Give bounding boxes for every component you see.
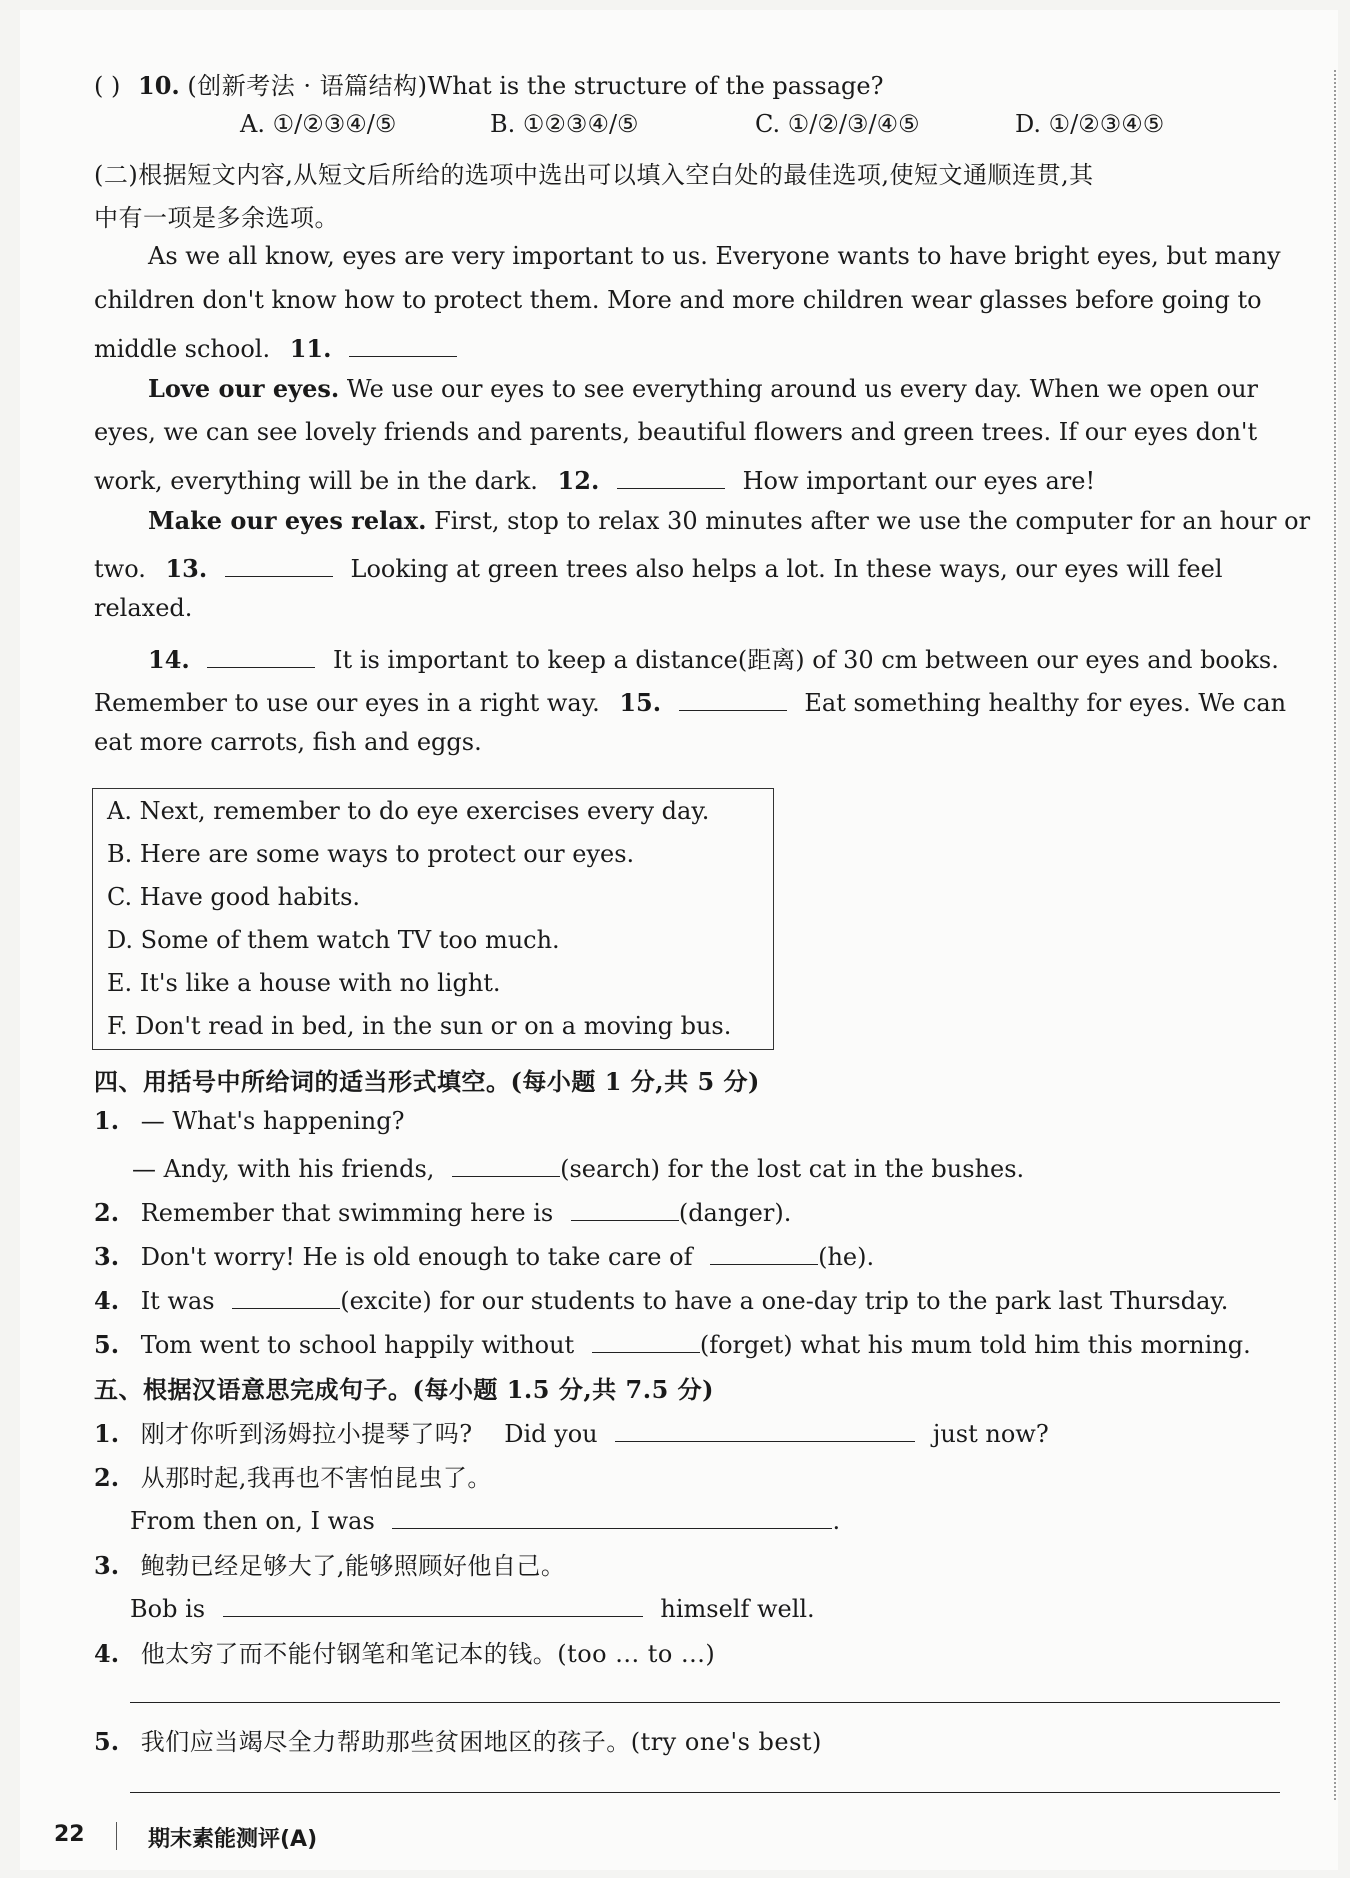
s5-q3-en: Bob is himself well. [130, 1590, 815, 1623]
p2-heading: Love our eyes. [148, 374, 340, 403]
footer-divider [116, 1822, 117, 1850]
passage-p3-line3: relaxed. [94, 594, 193, 622]
passage-p2-line3: work, everything will be in the dark. 12. How important our eyes are! [94, 462, 1095, 495]
q10-option-b: B. ①②③④/⑤ [490, 110, 639, 138]
s4-q1-blank[interactable] [452, 1150, 560, 1177]
blank-13[interactable] [225, 550, 333, 577]
blank-13-number: 13. [165, 554, 208, 583]
q10-option-a: A. ①/②③④/⑤ [240, 110, 397, 138]
blank-15-number: 15. [619, 688, 662, 717]
blank-11-number: 11. [289, 334, 332, 363]
footer-title: 期末素能测评(A) [148, 1827, 318, 1852]
passage-p3-line1: Make our eyes relax. First, stop to relax 30 minutes after we use the computer for an hour or [148, 506, 1311, 535]
blank-14-number: 14. [148, 645, 190, 674]
passage-p1-line3: middle school. 11. [94, 330, 457, 363]
passage-p3-line2: two. 13. Looking at green trees also helps a lot. In these ways, our eyes will feel [94, 550, 1223, 583]
q10-answer-paren[interactable]: ( ) [94, 72, 121, 100]
s4-q5: 5. Tom went to school happily without (forget) what his mum told him this morning. [94, 1326, 1251, 1359]
passage-p2-line2: eyes, we can see lovely friends and parents, beautiful flowers and green trees. If our eyes don't [94, 418, 1258, 446]
s5-q4-cn: 4. 他太穷了而不能付钢笔和笔记本的钱。(too ... to ...) [94, 1639, 716, 1668]
blank-14[interactable] [207, 641, 315, 668]
s5-q2-blank[interactable] [392, 1502, 832, 1529]
blank-12[interactable] [617, 462, 725, 489]
q10-option-c: C. ①/②/③/④⑤ [755, 110, 920, 138]
section4-title: 四、用括号中所给词的适当形式填空。(每小题 1 分,共 5 分) [94, 1067, 760, 1096]
s4-q1-line2: — Andy, with his friends, (search) for the lost cat in the bushes. [132, 1150, 1024, 1183]
q10-number: 10. [138, 71, 180, 100]
q10-tag: (创新考法 · 语篇结构) [187, 72, 428, 100]
s4-q3-blank[interactable] [710, 1238, 818, 1265]
choice-e: E. It's like a house with no light. [107, 969, 501, 997]
page-number: 22 [54, 1822, 85, 1847]
s4-q2-blank[interactable] [571, 1194, 679, 1221]
s5-q5-answer-line[interactable] [130, 1792, 1280, 1793]
s5-q4-answer-line[interactable] [130, 1702, 1280, 1703]
blank-15[interactable] [679, 684, 787, 711]
binding-margin-line [1334, 70, 1336, 1800]
section5-title: 五、根据汉语意思完成句子。(每小题 1.5 分,共 7.5 分) [94, 1375, 714, 1404]
s5-q1: 1. 刚才你听到汤姆拉小提琴了吗? Did you just now? [94, 1414, 1049, 1449]
passage-p4-line1: 14. It is important to keep a distance(距离) of 30 cm between our eyes and books. [148, 640, 1279, 675]
s5-q5-cn: 5. 我们应当竭尽全力帮助那些贫困地区的孩子。(try one's best) [94, 1727, 822, 1756]
blank-11[interactable] [349, 330, 457, 357]
q10-line [94, 66, 883, 101]
p3-heading: Make our eyes relax. [148, 506, 427, 535]
q10-text: What is the structure of the passage? [427, 72, 884, 100]
choice-c: C. Have good habits. [107, 883, 361, 911]
s4-q4: 4. It was (excite) for our students to have a one-day trip to the park last Thursday. [94, 1282, 1228, 1315]
s5-q1-blank[interactable] [615, 1415, 915, 1442]
s4-q3: 3. Don't worry! He is old enough to take care of (he). [94, 1238, 874, 1271]
choice-b: B. Here are some ways to protect our eyes. [107, 840, 635, 868]
passage-p4-line3: eat more carrots, fish and eggs. [94, 728, 482, 756]
choice-a: A. Next, remember to do eye exercises every day. [107, 797, 710, 825]
blank-12-number: 12. [557, 466, 600, 495]
s5-q3-blank[interactable] [223, 1590, 643, 1617]
s5-q3-cn: 3. 鲍勃已经足够大了,能够照顾好他自己。 [94, 1551, 566, 1580]
s4-q1-line1: 1. — What's happening? [94, 1106, 405, 1135]
passage-p4-line2: Remember to use our eyes in a right way. 15. Eat something healthy for eyes. We can [94, 684, 1286, 717]
choice-d: D. Some of them watch TV too much. [107, 926, 560, 954]
s5-q2-cn: 2. 从那时起,我再也不害怕昆虫了。 [94, 1463, 492, 1492]
section2-instruction-line2: 中有一项是多余选项。 [94, 204, 339, 232]
choice-f: F. Don't read in bed, in the sun or on a moving bus. [107, 1012, 732, 1040]
s5-q2-en: From then on, I was . [130, 1502, 840, 1535]
s4-q5-blank[interactable] [592, 1326, 700, 1353]
s4-q2: 2. Remember that swimming here is (danger). [94, 1194, 791, 1227]
passage-p1-line2: children don't know how to protect them. More and more children wear glasses before going to [94, 286, 1262, 314]
choices-box [92, 788, 774, 1050]
passage-p1-line1: As we all know, eyes are very important to us. Everyone wants to have bright eyes, but many [148, 242, 1281, 270]
section2-instruction-line1: (二)根据短文内容,从短文后所给的选项中选出可以填入空白处的最佳选项,使短文通顺连贯,其 [94, 161, 1094, 189]
passage-p2-line1: Love our eyes. We use our eyes to see everything around us every day. When we open our [148, 374, 1259, 403]
s4-q4-blank[interactable] [232, 1282, 340, 1309]
q10-option-d: D. ①/②③④⑤ [1015, 110, 1165, 138]
